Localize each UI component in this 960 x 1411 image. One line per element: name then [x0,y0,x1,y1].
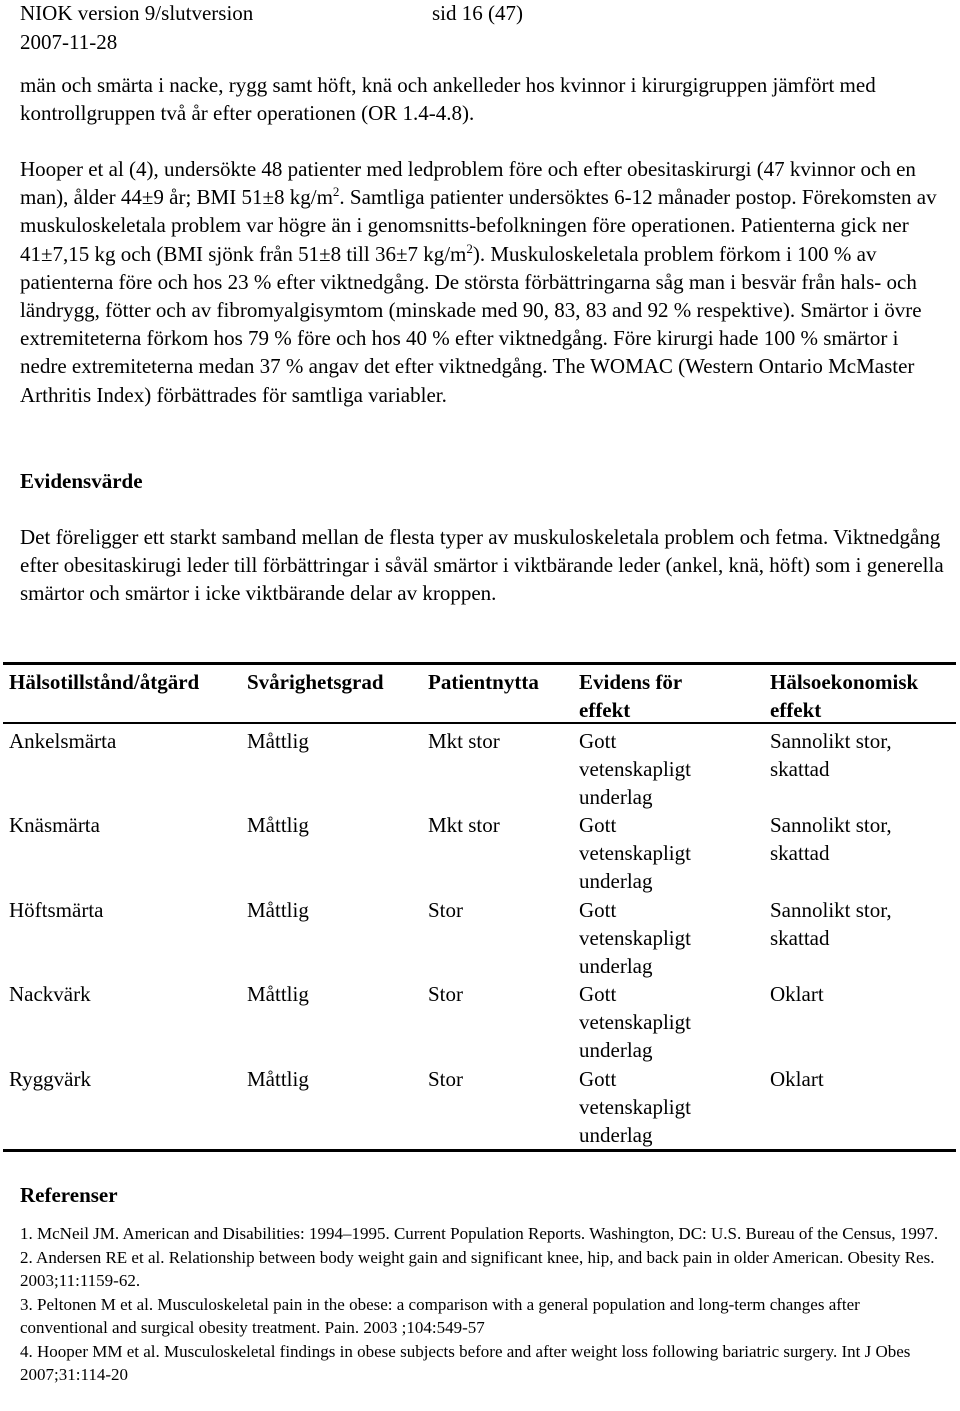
superscript: 2 [332,184,340,200]
table-cell: Oklart [770,1067,824,1091]
superscript: 2 [466,240,473,256]
table-cell: Oklart [770,982,824,1006]
table-cell: Stor [428,1067,464,1091]
reference-item: 4. Hooper MM et al. Musculoskeletal findings in obese subjects before and after weight loss following bariatric surgery. Int J Obes 2007;31:114-20 [20,1341,911,1384]
table-header-cell: Hälsoekonomisk effekt [770,670,919,723]
references-heading: Referenser [20,1183,118,1207]
hooper-text-c: ). Muskuloskeletala problem förkom i 100 % av patienterna före och hos 23 % efter viktnedgång. De största förbättringarna såg man i besvär från hals- och ländrygg, fötter och av fibromyalgisymtom (minskade med 90, 83, 83 and 92 % respektive). Smärtor i övre extremiteterna förkom hos 79 % före och hos 40 % efter viktnedgång. Före kirurgi hade 100 % smärtor i nedre extremiteterna medan 37 % angav det efter viktnedgång. The WOMAC (Western Ontario McMaster Arthritis Index) förbättrades för samtliga variabler. [20,241,922,407]
hooper-text-a: Hooper et al (4), undersökte 48 patienter med ledproblem före och efter obesitaskirurgi (47 kvinnor och en man), ålder 44±9 år; BMI 51±8 kg/m [20,157,916,210]
table-cell: Måttlig [247,729,309,753]
reference-item: 3. Peltonen M et al. Musculoskeletal pain in the obese: a comparison with a general population and long-term changes after conventional and surgical obesity treatment. Pain. 2003 ;104:549-57 [20,1294,860,1337]
table-cell: Sannolikt stor, skattad [770,898,892,951]
table-cell: Gott vetenskapligt underlag [579,1067,691,1148]
table-cell: Stor [428,898,464,922]
table-cell: Måttlig [247,898,309,922]
table-bottom-rule [3,1149,956,1152]
table-cell: Stor [428,982,464,1006]
table-header-cell: Hälsotillstånd/åtgärd [9,670,200,694]
table-cell: Mkt stor [428,813,500,837]
paragraph-hooper [20,155,945,409]
table-cell: Måttlig [247,982,309,1006]
table-cell: Måttlig [247,813,309,837]
table-header-cell: Evidens för effekt [579,670,682,723]
table-cell: Ryggvärk [9,1067,91,1091]
evidence-heading: Evidensvärde [20,469,143,493]
document-version: NIOK version 9/slutversion [20,1,254,25]
reference-item: 1. McNeil JM. American and Disabilities: 1994–1995. Current Population Reports. Washington, DC: U.S. Bureau of the Census, 1997. [20,1224,939,1243]
table-cell: Ankelsmärta [9,729,117,753]
table-cell: Sannolikt stor, skattad [770,729,892,782]
page-number: sid 16 (47) [432,1,523,25]
references-list [20,1222,945,1387]
reference-item: 2. Andersen RE et al. Relationship between body weight gain and significant knee, hip, and back pain in older American. Obesity Res. 2003;11:1159-62. [20,1247,935,1290]
table-cell: Måttlig [247,1067,309,1091]
table-header-cell: Svårighetsgrad [247,670,384,694]
table-cell: Knäsmärta [9,813,100,837]
table-cell: Gott vetenskapligt underlag [579,898,691,979]
table-cell: Sannolikt stor, skattad [770,813,892,866]
evidence-text: Det föreligger ett starkt samband mellan de flesta typer av muskuloskeletala problem och fetma. Viktnedgång efter obesitaskirugi leder till förbättringar i såväl smärtor i viktbärande leder (ankel, knä, höft) som i generella smärtor och smärtor i icke viktbärande delar av kroppen. [20,525,944,606]
paragraph-intro: män och smärta i nacke, rygg samt höft, knä och ankelleder hos kvinnor i kirurgigruppen jämfört med kontrollgruppen två år efter operationen (OR 1.4-4.8). [20,73,876,126]
table-header-cell: Patientnytta [428,670,539,694]
table-top-rule [3,662,956,665]
table-cell: Mkt stor [428,729,500,753]
table-cell: Höftsmärta [9,898,104,922]
table-cell: Gott vetenskapligt underlag [579,813,691,894]
hooper-text-b: . Samtliga patienter undersöktes 6-12 månader postop. Förekomsten av muskuloskeletala problem var högre än i genomsnitts-befolkningen före operationen. Patienterna gick ner 41±7,15 kg och (BMI sjönk från 51±8 till 36±7 kg/m [20,185,937,266]
table-cell: Nackvärk [9,982,91,1006]
document-date: 2007-11-28 [20,30,118,54]
table-cell: Gott vetenskapligt underlag [579,729,691,810]
table-cell: Gott vetenskapligt underlag [579,982,691,1063]
